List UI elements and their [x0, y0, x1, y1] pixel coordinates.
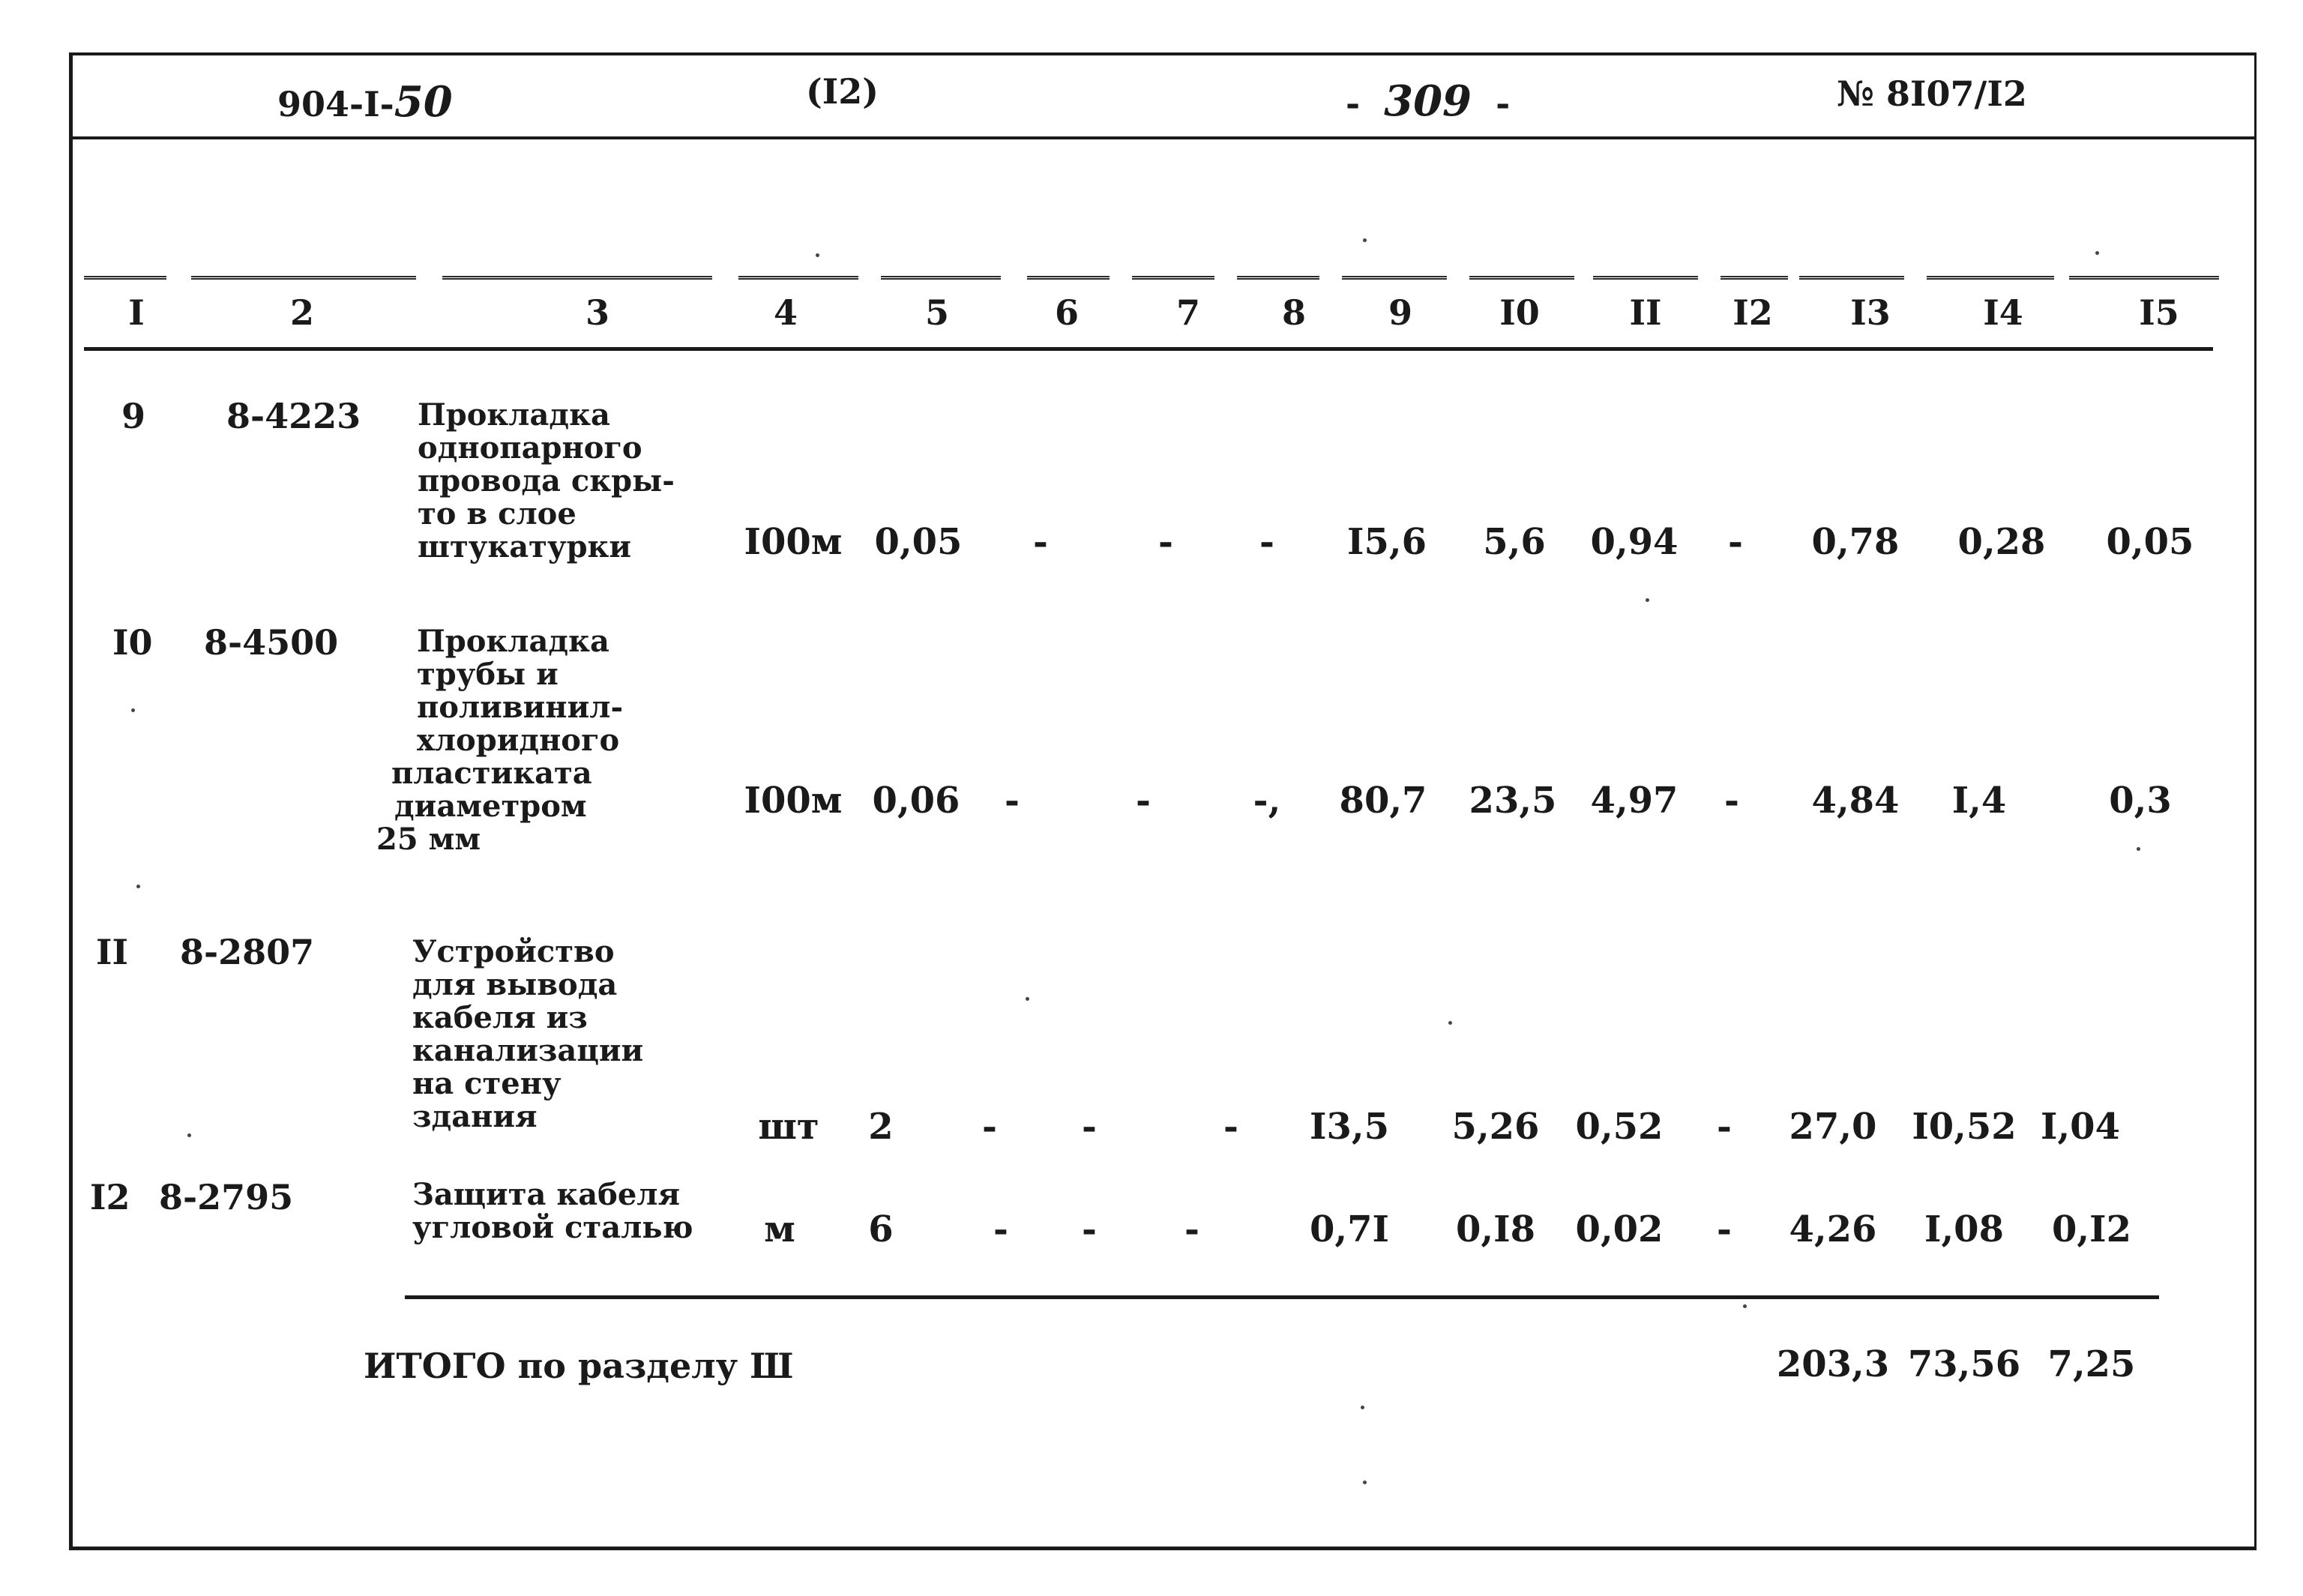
cell-c9: 80,7	[1339, 780, 1427, 822]
column-number: 4	[773, 292, 798, 333]
scan-speck	[1363, 1481, 1367, 1484]
cell-c10: 5,26	[1451, 1106, 1540, 1148]
col-separator	[2069, 276, 2219, 280]
scan-speck	[2137, 847, 2140, 851]
total-c15: 7,25	[2047, 1343, 2136, 1385]
column-header-underline	[84, 347, 2213, 351]
cell-c11: 4,97	[1590, 780, 1679, 822]
column-number: 5	[924, 292, 950, 333]
column-number: 3	[585, 292, 610, 333]
col-separator	[191, 276, 416, 280]
scan-speck	[1026, 997, 1029, 1001]
cell-c11: 0,94	[1590, 521, 1679, 563]
description-line: здания	[412, 1099, 538, 1134]
archive-number: № 8I07/I2	[1837, 73, 2027, 114]
cell-c15: 0,I2	[2052, 1208, 2131, 1250]
cell-c9: 0,7I	[1310, 1208, 1389, 1250]
column-number: I2	[1732, 292, 1773, 333]
column-number: 8	[1281, 292, 1307, 333]
cell-c12: -	[1717, 1208, 1732, 1250]
cell-qty: 0,05	[874, 521, 963, 563]
row-code: 8-2807	[180, 932, 315, 972]
description-line: Устройство	[412, 934, 615, 969]
description-line: то в слое	[418, 496, 576, 532]
cell-unit: I00м	[744, 780, 843, 822]
row-description	[412, 936, 643, 1133]
description-line: хлоридного	[417, 723, 620, 758]
total-c13: 203,3	[1776, 1343, 1890, 1385]
cell-c7: -	[1158, 521, 1173, 563]
cell-c6: -	[993, 1208, 1008, 1250]
row-description	[412, 1178, 693, 1244]
description-line: провода скры-	[418, 463, 675, 499]
row-description	[418, 399, 675, 564]
description-line: Защита кабеля	[412, 1177, 681, 1212]
cell-c10: 23,5	[1469, 780, 1557, 822]
cell-c13: 4,26	[1789, 1208, 1877, 1250]
cell-unit: I00м	[744, 521, 843, 563]
column-number: I0	[1499, 292, 1540, 333]
cell-c11: 0,52	[1575, 1106, 1664, 1148]
scan-speck	[136, 885, 140, 888]
cell-c9: I5,6	[1347, 521, 1427, 563]
page-number-handwritten: 309	[1384, 76, 1472, 126]
column-number: 7	[1175, 292, 1201, 333]
scan-speck	[816, 253, 819, 257]
col-separator	[1927, 276, 2054, 280]
description-line: канализации	[412, 1033, 644, 1068]
doc-code-printed: 904-I-	[277, 84, 394, 124]
cell-c14: I,08	[1924, 1208, 2004, 1250]
col-separator	[1469, 276, 1574, 280]
column-number: 6	[1054, 292, 1080, 333]
row-code: 8-4500	[204, 622, 339, 663]
cell-qty: 6	[868, 1208, 894, 1250]
page-dash-left: -	[1346, 83, 1361, 124]
col-separator	[738, 276, 858, 280]
page-dash-right: -	[1496, 83, 1511, 124]
scan-speck	[2095, 251, 2099, 255]
row-code: 8-4223	[226, 396, 361, 436]
description-line: поливинил-	[417, 690, 624, 725]
total-c14: 73,56	[1907, 1343, 2021, 1385]
description-line: угловой сталью	[412, 1210, 693, 1245]
description-line: для вывода	[412, 967, 618, 1002]
description-line: Прокладка	[418, 397, 610, 433]
cell-c15: 0,3	[2109, 780, 2172, 822]
row-code: 8-2795	[159, 1177, 294, 1217]
cell-c14: I,4	[1951, 780, 2007, 822]
scan-speck	[1363, 238, 1367, 242]
column-number: II	[1629, 292, 1662, 333]
header-divider	[69, 136, 2257, 139]
column-number: I4	[1983, 292, 2023, 333]
cell-c6: -	[1033, 521, 1048, 563]
row-number: I0	[112, 622, 153, 663]
cell-unit: шт	[758, 1106, 819, 1148]
cell-c15: I,04	[2041, 1106, 2120, 1148]
cell-c15: 0,05	[2106, 521, 2194, 563]
cell-unit: м	[764, 1208, 795, 1250]
cell-c10: 5,6	[1483, 521, 1546, 563]
col-separator	[1799, 276, 1904, 280]
row-number: I2	[90, 1177, 130, 1217]
cell-c12: -	[1728, 521, 1743, 563]
description-line: трубы и	[417, 657, 559, 692]
row-number: II	[96, 932, 129, 972]
col-separator	[1721, 276, 1788, 280]
scan-speck	[1448, 1021, 1452, 1025]
description-line: однопарного	[418, 430, 642, 466]
description-line: 25 мм	[376, 822, 481, 857]
cell-c9: I3,5	[1310, 1106, 1389, 1148]
cell-qty: 2	[868, 1106, 894, 1148]
column-number: I5	[2139, 292, 2179, 333]
cell-c10: 0,I8	[1456, 1208, 1535, 1250]
description-line: кабеля из	[412, 1000, 588, 1035]
cell-c12: -	[1724, 780, 1739, 822]
total-separator	[405, 1295, 2159, 1299]
sheet-number: (I2)	[806, 71, 879, 112]
col-separator	[1237, 276, 1319, 280]
scan-speck	[131, 708, 135, 712]
cell-c8: -	[1184, 1208, 1199, 1250]
column-number: 2	[289, 292, 315, 333]
col-separator	[1342, 276, 1447, 280]
cell-c11: 0,02	[1575, 1208, 1664, 1250]
col-separator	[1132, 276, 1214, 280]
page-number	[1346, 76, 1510, 126]
cell-c14: I0,52	[1912, 1106, 2017, 1148]
scan-speck	[1361, 1406, 1364, 1409]
doc-code-handwritten: 50	[394, 77, 453, 127]
cell-c7: -	[1082, 1106, 1097, 1148]
cell-qty: 0,06	[872, 780, 960, 822]
scan-speck	[1646, 598, 1649, 602]
cell-c6: -	[1005, 780, 1020, 822]
doc-code	[277, 77, 453, 127]
cell-c7: -	[1136, 780, 1151, 822]
total-label: ИТОГО по разделу Ш	[364, 1346, 794, 1386]
row-description	[376, 625, 623, 856]
description-line: диаметром	[394, 789, 587, 824]
description-line: Прокладка	[417, 624, 609, 659]
cell-c13: 27,0	[1789, 1106, 1877, 1148]
col-separator	[1027, 276, 1110, 280]
column-number: 9	[1388, 292, 1413, 333]
description-line: пластиката	[391, 756, 592, 791]
cell-c14: 0,28	[1957, 521, 2046, 563]
row-number: 9	[121, 396, 146, 436]
scan-speck	[187, 1133, 191, 1137]
cell-c6: -	[982, 1106, 997, 1148]
col-separator	[442, 276, 712, 280]
column-number: I3	[1850, 292, 1891, 333]
scan-speck	[1743, 1304, 1747, 1308]
col-separator	[1593, 276, 1698, 280]
cell-c12: -	[1717, 1106, 1732, 1148]
cell-c8: -,	[1253, 780, 1281, 822]
cell-c8: -	[1223, 1106, 1238, 1148]
column-number: I	[128, 292, 145, 333]
col-separator	[881, 276, 1001, 280]
cell-c13: 0,78	[1811, 521, 1900, 563]
cell-c8: -	[1259, 521, 1274, 563]
cell-c7: -	[1082, 1208, 1097, 1250]
description-line: на стену	[412, 1066, 562, 1101]
description-line: штукатурки	[418, 529, 632, 564]
cell-c13: 4,84	[1811, 780, 1900, 822]
col-separator	[84, 276, 166, 280]
